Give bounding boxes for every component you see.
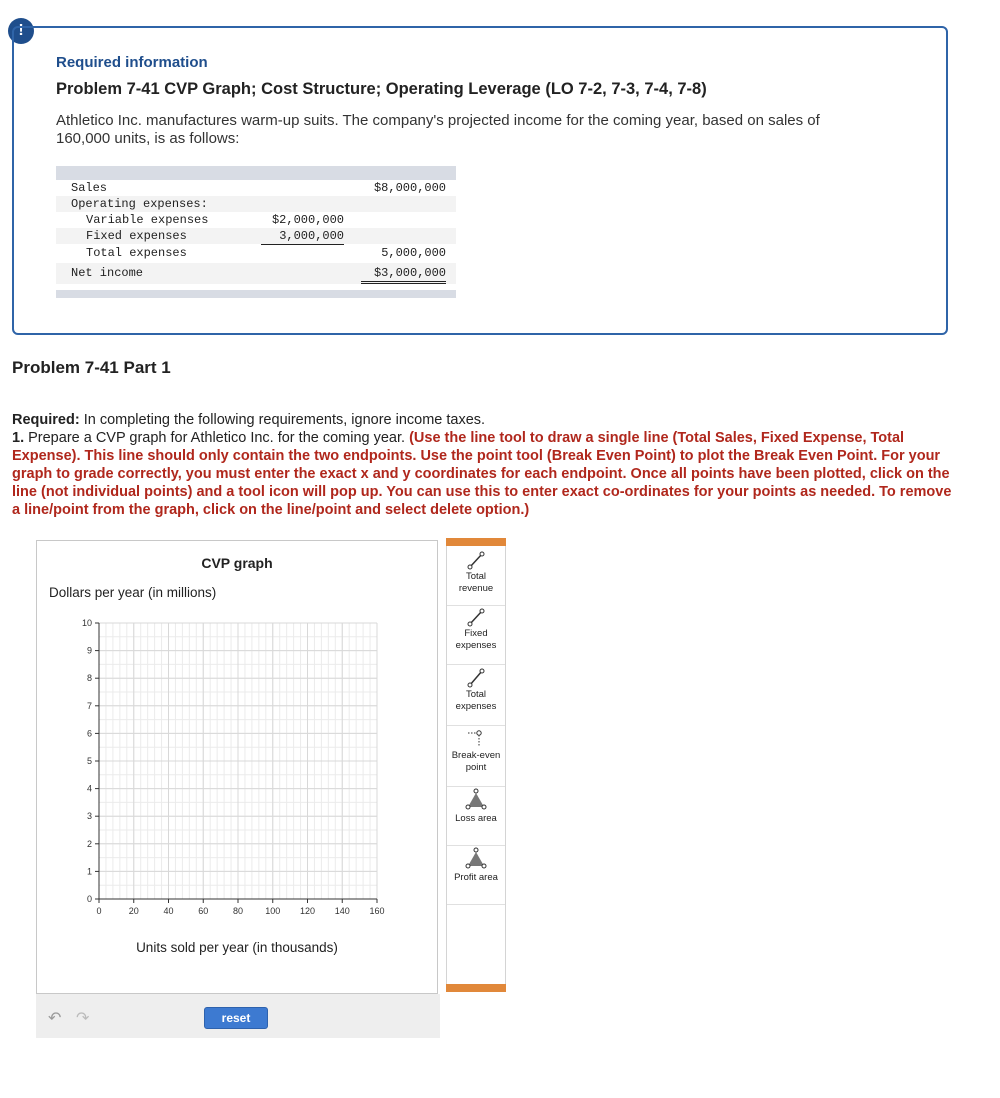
redo-icon[interactable]: ↷ bbox=[76, 1010, 90, 1027]
table-row bbox=[56, 263, 456, 284]
fixed-expenses-value: 3,000,000 bbox=[261, 228, 344, 245]
area-tool-icon bbox=[464, 787, 488, 813]
tool-label: expenses bbox=[455, 701, 497, 712]
toolbar-top-bar bbox=[446, 538, 506, 546]
graph-title: CVP graph bbox=[201, 555, 273, 571]
x-tick-label: 100 bbox=[265, 906, 281, 916]
alert-icon: ! bbox=[8, 18, 34, 44]
x-tick-label: 20 bbox=[128, 906, 139, 916]
y-axis-label: Dollars per year (in millions) bbox=[49, 585, 217, 600]
required-info-heading: Required information bbox=[56, 54, 208, 71]
sales-value: $8,000,000 bbox=[373, 181, 446, 195]
x-tick-label: 120 bbox=[299, 906, 316, 916]
tool-label: Break-even bbox=[451, 750, 501, 761]
net-income-value: $3,000,000 bbox=[361, 265, 446, 284]
y-tick-label: 6 bbox=[86, 728, 92, 739]
tool-label: expenses bbox=[455, 640, 497, 651]
variable-expenses-value: $2,000,000 bbox=[271, 213, 344, 227]
table-row bbox=[56, 196, 456, 212]
cvp-graph-plot[interactable] bbox=[37, 541, 437, 993]
y-tick-label: 0 bbox=[86, 894, 92, 904]
y-tick-label: 10 bbox=[81, 618, 92, 628]
total-expenses-value: 5,000,000 bbox=[361, 244, 446, 264]
table-header-bar bbox=[56, 166, 456, 180]
toolbar-bottom-bar bbox=[446, 984, 506, 992]
income-statement-table bbox=[56, 166, 456, 298]
y-tick-label: 2 bbox=[86, 838, 92, 849]
opex-label: Operating expenses: bbox=[71, 197, 208, 211]
req1-instruction: (Use the line tool to draw a single line (Total Sales, Fixed Expense, Total Expense). This line should only contain the two endpoints. Use the point tool (Break Even Point) to plot the Break Even Point. For your graph to grade correctly, you must enter the exact x and y coordinates for each endpoint. Once all points have been plotted, click on the line (not individual points) and a tool icon will pop up. You can use this to enter exact co-ordinates for your points as needed. To remove a line/point from the graph, click on the line/point and select delete option.) bbox=[12, 430, 952, 518]
line-tool-icon bbox=[466, 606, 486, 628]
table-row bbox=[56, 244, 456, 263]
tool-label: Loss area bbox=[455, 813, 497, 824]
table-row bbox=[56, 228, 456, 244]
x-tick-label: 80 bbox=[232, 906, 244, 916]
req1-text: Prepare a CVP graph for Athletico Inc. for the coming year. bbox=[24, 430, 410, 446]
y-tick-label: 7 bbox=[86, 700, 92, 711]
part-title: Problem 7-41 Part 1 bbox=[12, 358, 171, 377]
break-even-point-tool[interactable] bbox=[447, 726, 505, 787]
line-tool-icon bbox=[466, 549, 486, 571]
y-tick-label: 4 bbox=[86, 783, 92, 794]
tool-label: Total bbox=[465, 571, 487, 582]
y-tick-label: 1 bbox=[86, 866, 92, 877]
required-text: In completing the following requirements, ignore income taxes. bbox=[79, 412, 486, 428]
graph-toolbar bbox=[446, 538, 506, 992]
table-row bbox=[56, 180, 456, 196]
problem-title: Problem 7-41 CVP Graph; Cost Structure; Operating Leverage (LO 7-2, 7-3, 7-4, 7-8) bbox=[56, 80, 707, 98]
x-tick-label: 0 bbox=[96, 906, 102, 916]
area-tool-icon bbox=[464, 846, 488, 872]
fixed-expenses-label: Fixed expenses bbox=[86, 229, 187, 243]
point-tool-icon bbox=[465, 726, 487, 750]
problem-text: Athletico Inc. manufactures warm-up suits. The company's projected income for the coming year, based on sales of 160,000 units, is as follows: bbox=[56, 112, 820, 147]
x-tick-label: 160 bbox=[369, 906, 385, 916]
fixed-expenses-tool[interactable] bbox=[447, 606, 505, 665]
reset-button[interactable]: reset bbox=[204, 1007, 268, 1029]
tool-label: Fixed bbox=[464, 628, 488, 639]
tool-label: revenue bbox=[458, 583, 494, 594]
undo-icon[interactable]: ↶ bbox=[48, 1010, 62, 1027]
total-expenses-tool[interactable] bbox=[447, 665, 505, 726]
profit-area-tool[interactable] bbox=[447, 846, 505, 905]
tool-label: Profit area bbox=[454, 872, 498, 883]
variable-expenses-label: Variable expenses bbox=[86, 213, 209, 227]
table-row bbox=[56, 212, 456, 228]
sales-label: Sales bbox=[71, 181, 108, 195]
x-tick-label: 140 bbox=[334, 906, 350, 916]
tool-label: point bbox=[465, 762, 487, 773]
y-tick-label: 9 bbox=[86, 645, 92, 656]
x-tick-label: 40 bbox=[163, 906, 174, 916]
y-tick-label: 5 bbox=[86, 756, 92, 766]
total-revenue-tool[interactable] bbox=[447, 549, 505, 606]
requirements-text bbox=[12, 411, 962, 519]
graph-footer bbox=[36, 994, 440, 1038]
table-footer-bar bbox=[56, 290, 456, 298]
x-tick-label: 60 bbox=[198, 906, 209, 916]
line-tool-icon bbox=[466, 665, 486, 689]
y-tick-label: 3 bbox=[86, 811, 92, 822]
total-expenses-label: Total expenses bbox=[86, 246, 187, 260]
required-label: Required: bbox=[12, 412, 80, 428]
tool-label: Total bbox=[465, 689, 487, 700]
loss-area-tool[interactable] bbox=[447, 787, 505, 846]
net-income-label: Net income bbox=[71, 266, 144, 280]
y-tick-label: 8 bbox=[86, 673, 92, 684]
x-axis-label: Units sold per year (in thousands) bbox=[136, 940, 338, 955]
req1-number: 1. bbox=[12, 430, 25, 446]
cvp-graph-canvas[interactable] bbox=[36, 540, 438, 994]
